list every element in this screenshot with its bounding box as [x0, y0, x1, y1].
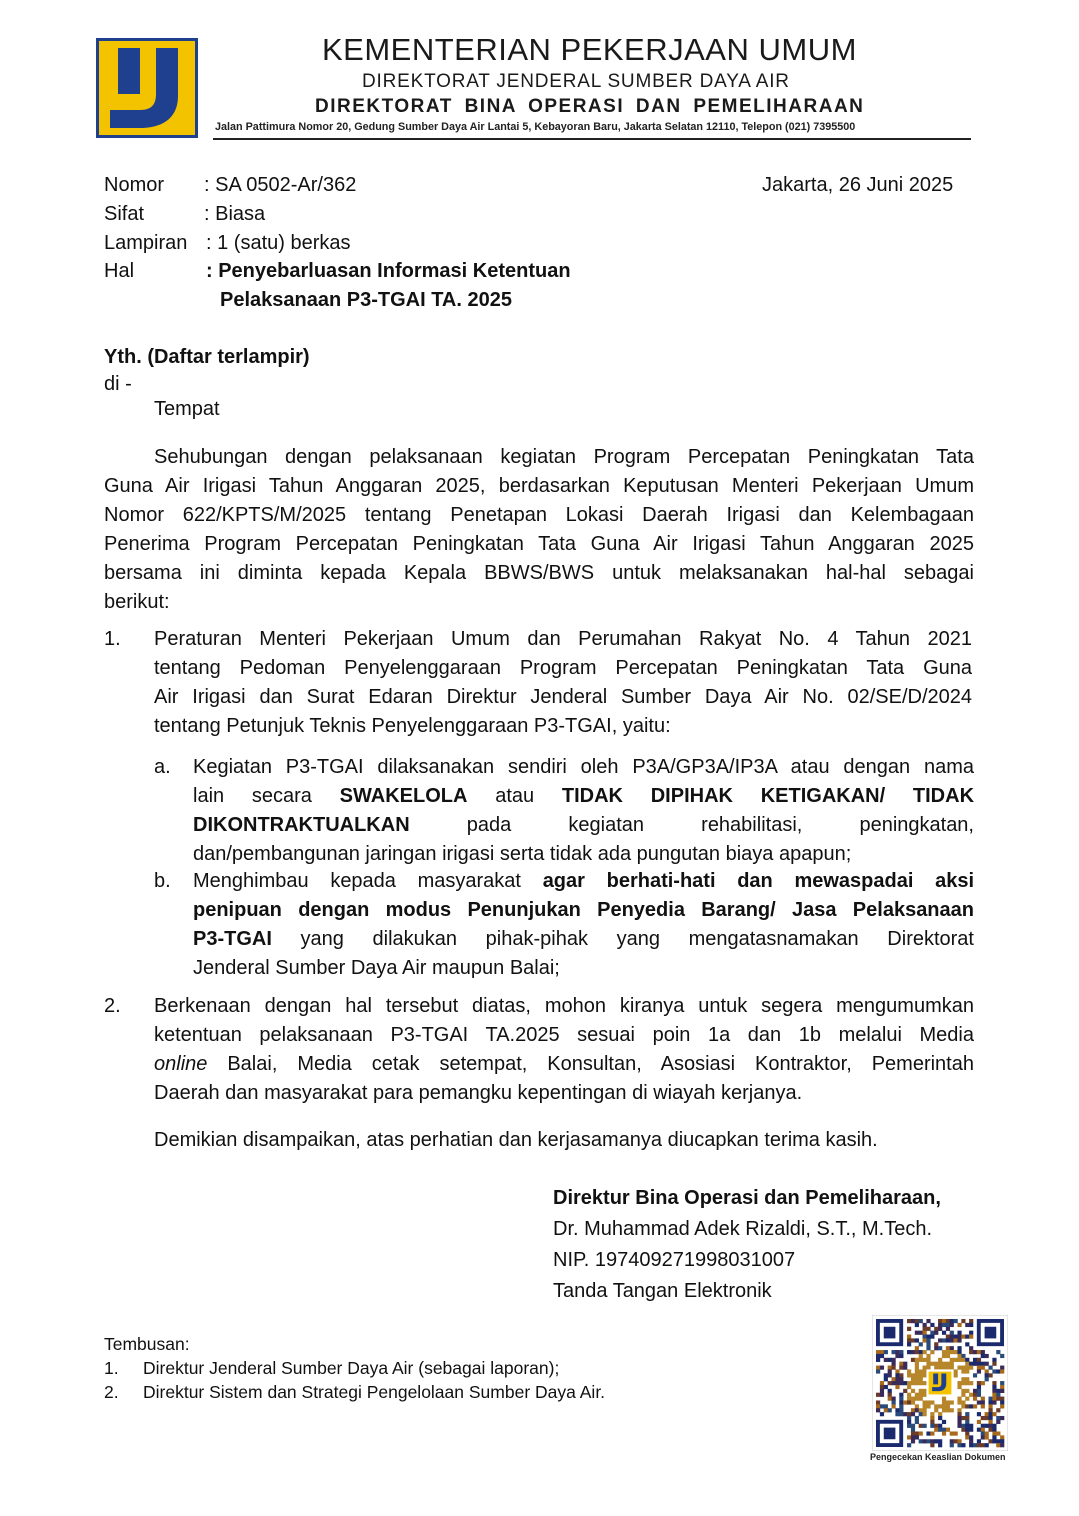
nomor-value: : SA 0502-Ar/362	[204, 174, 357, 196]
sub-b-label: b.	[154, 870, 171, 892]
sub-b-line2	[193, 896, 974, 925]
sub-b-line1	[193, 867, 974, 896]
tembusan-number: 2.	[104, 1382, 119, 1402]
item2-text: Balai, Media cetak setempat, Konsultan, Asosiasi Kontraktor, Pemerintah	[207, 1053, 974, 1075]
intro-line: Sehubungan dengan pelaksanaan kegiatan Program Percepatan Peningkatan Tata	[154, 446, 974, 468]
lampiran-label: Lampiran	[104, 232, 188, 254]
sub-b-text: Menghimbau kepada masyarakat	[193, 870, 543, 892]
item1-line: Air Irigasi dan Surat Edaran Direktur Jenderal Sumber Daya Air No. 02/SE/D/2024	[154, 686, 972, 708]
tembusan-number: 1.	[104, 1358, 119, 1378]
tembusan-label: Tembusan:	[104, 1334, 190, 1354]
lampiran-value: : 1 (satu) berkas	[206, 232, 351, 254]
sub-a-line3	[193, 811, 974, 840]
addressee-place: Tempat	[154, 398, 220, 420]
signatory-nip: NIP. 197409271998031007	[553, 1249, 796, 1271]
item1-number: 1.	[104, 628, 121, 650]
hal-value-line2: Pelaksanaan P3-TGAI TA. 2025	[220, 289, 512, 311]
item1-line: tentang Petunjuk Teknis Penyelenggaraan P3-TGAI, yaitu:	[154, 715, 671, 737]
closing-sentence: Demikian disampaikan, atas perhatian dan kerjasamanya diucapkan terima kasih.	[154, 1129, 878, 1151]
sub-a-line1: Kegiatan P3-TGAI dilaksanakan sendiri oleh P3A/GP3A/IP3A atau dengan nama	[193, 756, 974, 778]
nomor-label: Nomor	[104, 174, 165, 196]
intro-line: berikut:	[104, 591, 170, 613]
qr-caption: Pengecekan Keaslian Dokumen	[870, 1452, 1006, 1462]
ministry-name: KEMENTERIAN PEKERJAAN UMUM	[322, 32, 857, 67]
sub-a-label: a.	[154, 756, 171, 778]
swakelola-emphasis: SWAKELOLA	[339, 785, 468, 807]
sub-b-line4: Jenderal Sumber Daya Air maupun Balai;	[193, 957, 560, 979]
addressee: Yth. (Daftar terlampir)	[104, 346, 310, 368]
item2-line1: Berkenaan dengan hal tersebut diatas, mohon kiranya untuk segera mengumumkan	[154, 995, 974, 1017]
sub-a-line4: dan/pembangunan jaringan irigasi serta tidak ada pungutan biaya apapun;	[193, 843, 852, 865]
ministry-logo	[96, 38, 198, 138]
signatory-title: Direktur Bina Operasi dan Pemeliharaan,	[553, 1187, 941, 1209]
tembusan-item: Direktur Sistem dan Strategi Pengelolaan Sumber Daya Air.	[143, 1382, 606, 1402]
qr-center-logo	[926, 1369, 953, 1396]
sub-a-text: pada kegiatan rehabilitasi, peningkatan,	[409, 814, 974, 836]
intro-line: Penerima Program Percepatan Peningkatan Tata Guna Air Irigasi Tahun Anggaran 2025	[104, 533, 974, 555]
hal-label: Hal	[104, 260, 135, 282]
sub-a-line2	[193, 782, 974, 811]
tembusan-item: Direktur Jenderal Sumber Daya Air (sebagai laporan);	[143, 1358, 560, 1378]
online-italic: online	[154, 1053, 208, 1075]
sub-b-line3	[193, 925, 974, 954]
item2-line2: ketentuan pelaksanaan P3-TGAI TA.2025 sesuai poin 1a dan 1b melalui Media	[154, 1024, 974, 1046]
item2-paragraph	[154, 992, 974, 1108]
sub-a-paragraph	[193, 753, 974, 869]
intro-line: Nomor 622/KPTS/M/2025 tentang Penetapan Lokasi Daerah Irigasi dan Kelembagaan	[104, 504, 974, 526]
sub-a-text: atau	[467, 785, 562, 807]
letterhead-rule	[213, 138, 971, 140]
sub-b-text: yang dilakukan pihak-pihak yang mengatasnamakan Direktorat	[271, 928, 974, 950]
letterhead-address: Jalan Pattimura Nomor 20, Gedung Sumber Daya Air Lantai 5, Kebayoran Baru, Jakarta Selatan 12110, Telepon (021) 7395500	[215, 121, 856, 133]
electronic-signature-note: Tanda Tangan Elektronik	[553, 1280, 772, 1302]
hal-value-line1: : Penyebarluasan Informasi Ketentuan	[206, 260, 571, 282]
verification-qr-code[interactable]	[872, 1315, 1008, 1451]
tidak-dipihak-emphasis: TIDAK DIPIHAK KETIGAKAN/ TIDAK	[561, 785, 975, 807]
intro-line: bersama ini diminta kepada Kepala BBWS/BWS untuk melaksanakan hal-hal sebagai	[104, 562, 974, 584]
signatory-name: Dr. Muhammad Adek Rizaldi, S.T., M.Tech.	[553, 1218, 933, 1240]
addressee-di: di -	[104, 373, 132, 395]
item1-paragraph	[154, 625, 972, 741]
warning-emphasis: agar berhati-hati dan mewaspadai aksi	[542, 870, 975, 892]
intro-line: Guna Air Irigasi Tahun Anggaran 2025, berdasarkan Keputusan Menteri Pekerjaan Umum	[104, 475, 974, 497]
directorate-general-name: DIREKTORAT JENDERAL SUMBER DAYA AIR	[362, 71, 790, 92]
sub-a-text: lain secara	[193, 785, 340, 807]
item1-line: Peraturan Menteri Pekerjaan Umum dan Perumahan Rakyat No. 4 Tahun 2021	[154, 628, 972, 650]
item2-line4: Daerah dan masyarakat para pemangku kepentingan di wiayah kerjanya.	[154, 1082, 803, 1104]
item1-line: tentang Pedoman Penyelenggaraan Program Percepatan Peningkatan Tata Guna	[154, 657, 972, 679]
sifat-value: : Biasa	[204, 203, 266, 225]
dikontraktualkan-emphasis: DIKONTRAKTUALKAN	[193, 814, 410, 836]
warning-emphasis: penipuan dengan modus Penunjukan Penyedia Barang/ Jasa Pelaksanaan	[193, 899, 974, 921]
sifat-label: Sifat	[104, 203, 145, 225]
program-emphasis: P3-TGAI	[193, 928, 272, 950]
item2-line3	[154, 1050, 974, 1079]
place-date: Jakarta, 26 Juni 2025	[762, 174, 954, 196]
intro-paragraph	[104, 443, 974, 617]
directorate-name: DIREKTORAT BINA OPERASI DAN PEMELIHARAAN	[315, 96, 865, 117]
sub-b-paragraph	[193, 867, 974, 983]
item2-number: 2.	[104, 995, 121, 1017]
